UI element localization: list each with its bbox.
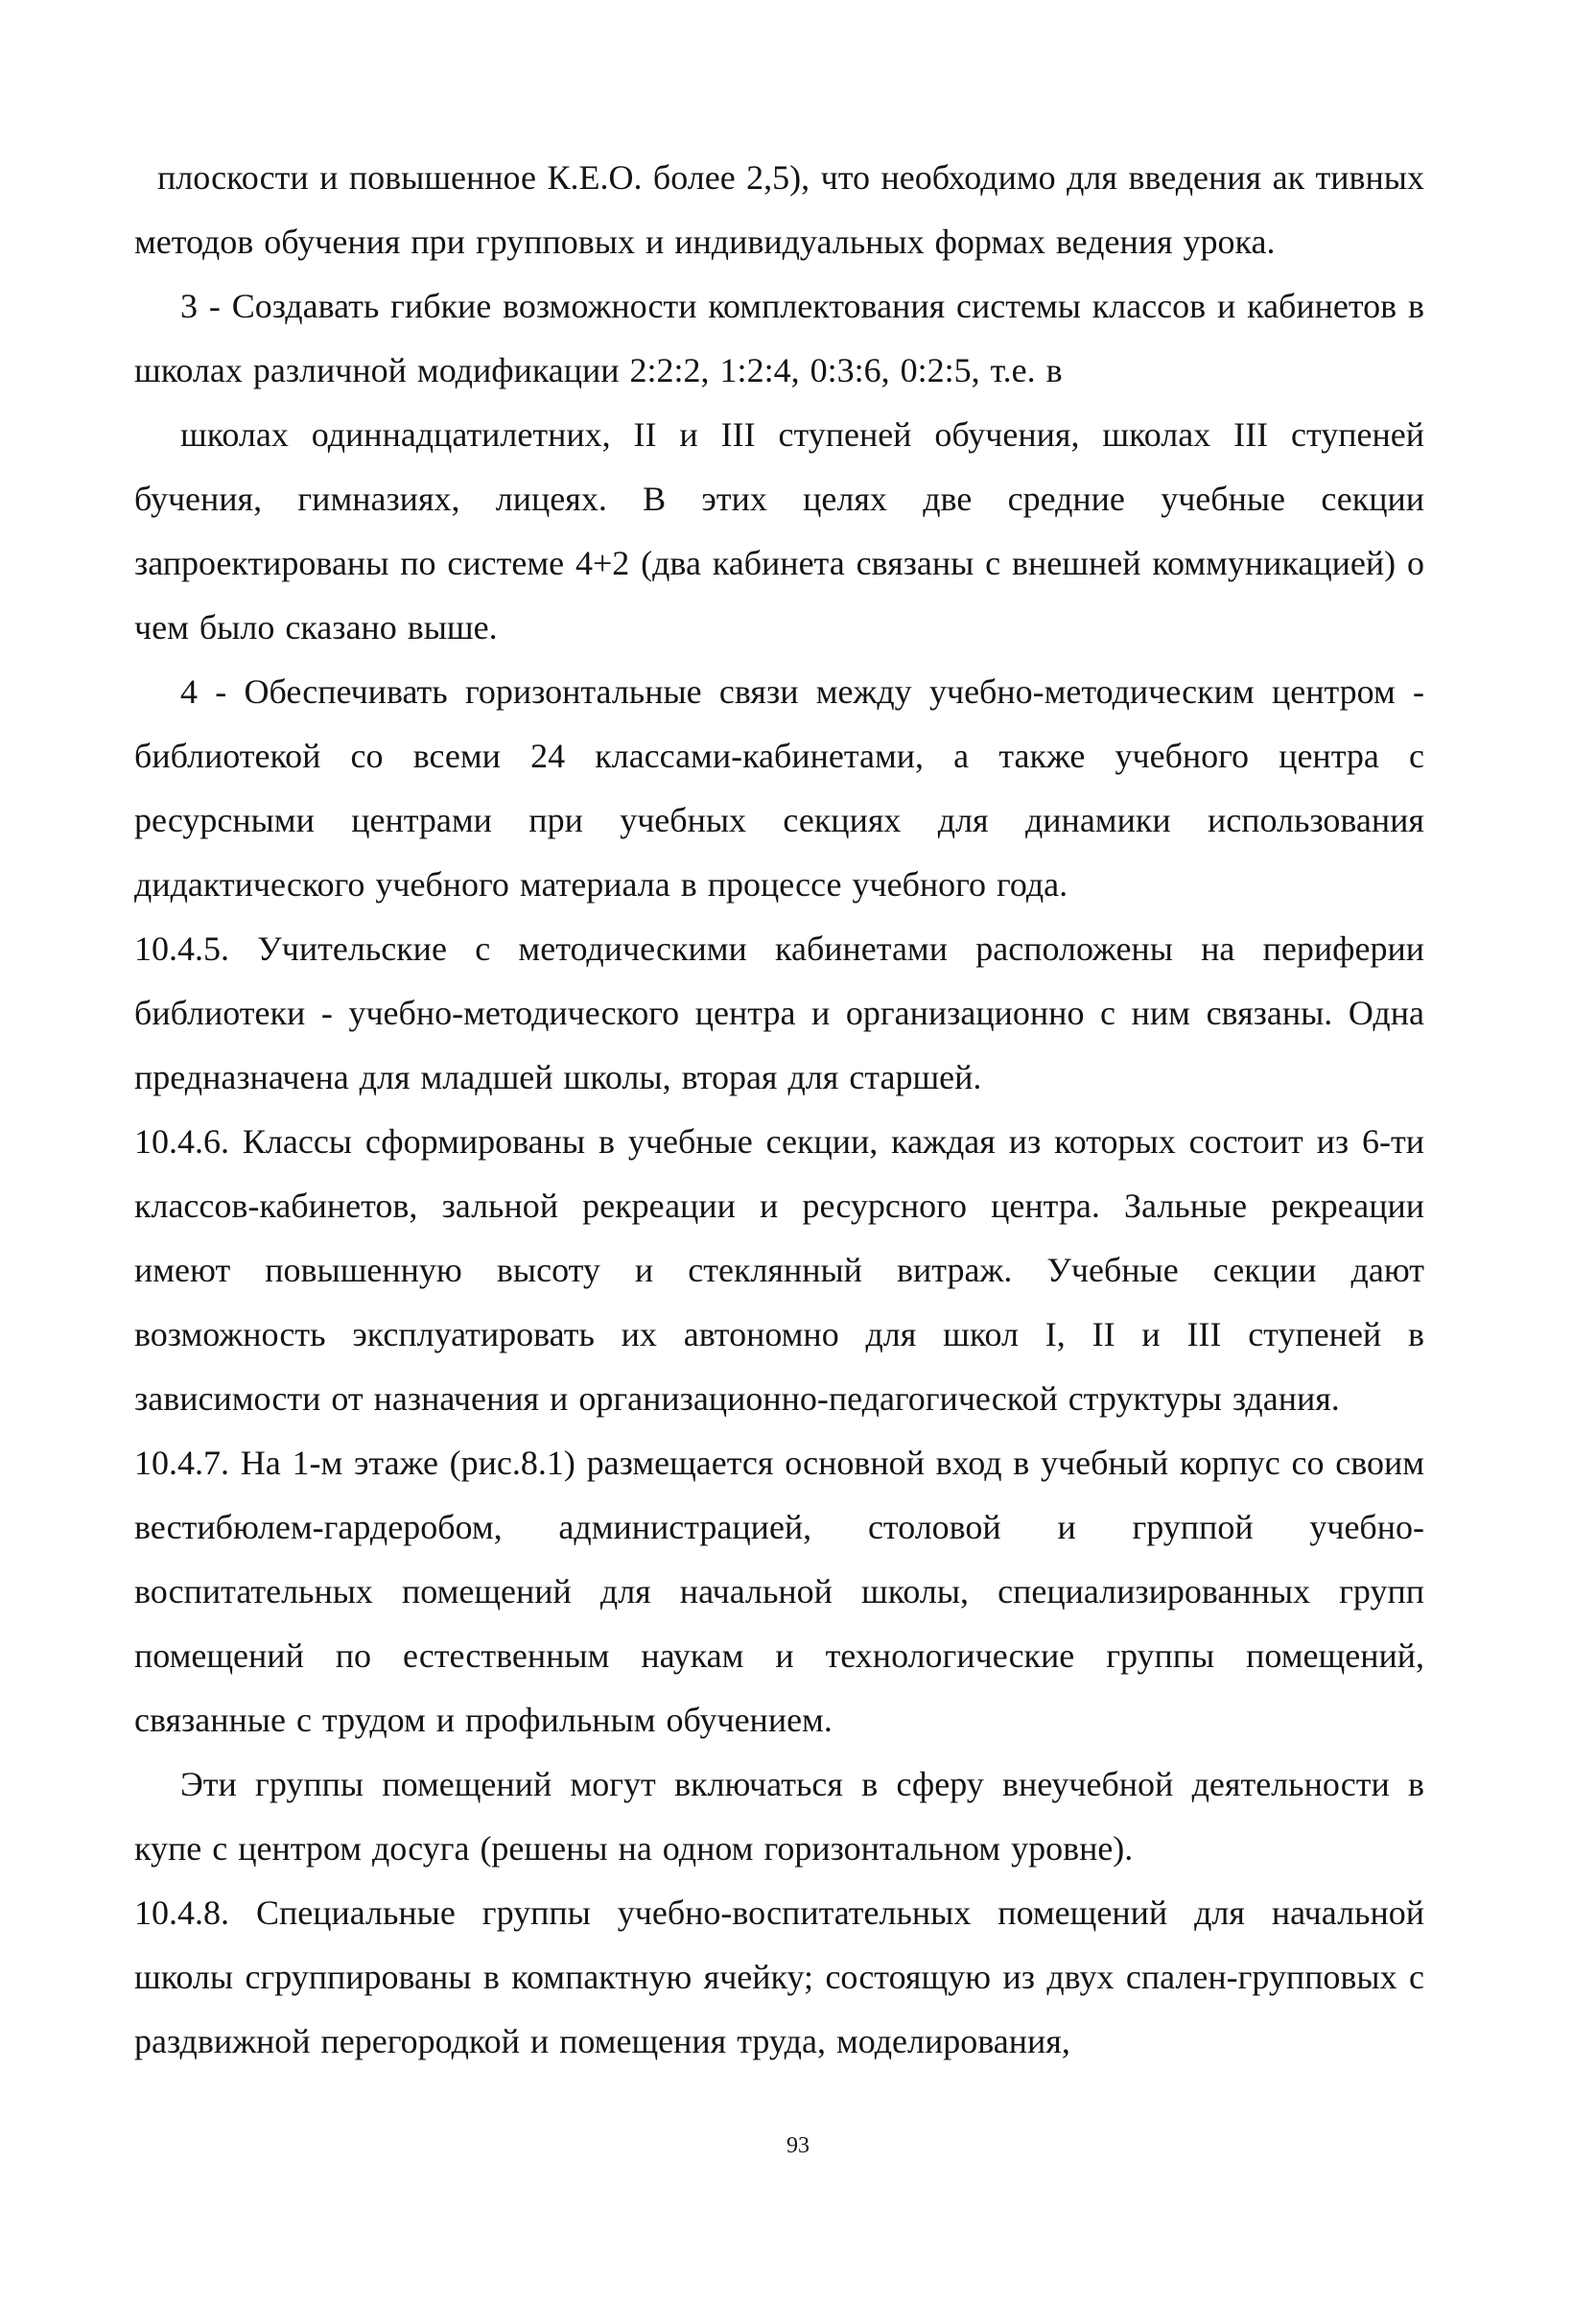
paragraph-9: 10.4.8. Специальные группы учебно-воспитательных помещений для начальной школы сгруппированы в компактную ячейку; состоящую из двух спален-групповых с раздвижной перегородкой и помещения труда, моделирования, bbox=[134, 1893, 1424, 2060]
paragraph-5: 10.4.5. Учительские с методическими кабинетами расположены на периферии библиотеки - учебно-методического центра и организационно с ним связаны. Одна предназначена для младшей школы, вторая для старшей. bbox=[134, 929, 1424, 1096]
paragraph-8: Эти группы помещений могут включаться в сферу внеучебной деятельности в купе с центром досуга (решены на одном горизонтальном уровне). bbox=[134, 1765, 1424, 1868]
paragraph-2: 3 - Создавать гибкие возможности комплектования системы классов и кабинетов в школах различной модификации 2:2:2, 1:2:4, 0:3:6, 0:2:5, т.е. в bbox=[134, 287, 1424, 389]
paragraph-1: плоскости и повышенное К.Е.О. более 2,5), что необходимо для введения ак тивных методов обучения при групповых и индивидуальных формах ведения урока. bbox=[134, 158, 1424, 261]
paragraph-7: 10.4.7. На 1-м этаже (рис.8.1) размещается основной вход в учебный корпус со своим вестибюлем-гардеробом, администрацией, столовой и группой учебно-воспитательных помещений для начальной школы, специализированных групп помещений по естественным наукам и технологические группы помещений, связанные с трудом и профильным обучением. bbox=[134, 1444, 1424, 1739]
paragraph-3: школах одиннадцатилетних, II и III ступеней обучения, школах III ступеней бучения, гимназиях, лицеях. В этих целях две средние учебные секции запроектированы по системе 4+2 (два кабинета связаны с внешней коммуникацией) о чем было сказано выше. bbox=[134, 415, 1424, 647]
paragraph-4: 4 - Обеспечивать горизонтальные связи между учебно-методическим центром - библиотекой со всеми 24 классами-кабинетами, а также учебного центра с ресурсными центрами при учебных секциях для динамики использования дидактического учебного материала в процессе учебного года. bbox=[134, 672, 1424, 904]
page-number: 93 bbox=[786, 2133, 810, 2158]
paragraph-6: 10.4.6. Классы сформированы в учебные секции, каждая из которых состоит из 6-ти классов-кабинетов, зальной рекреации и ресурсного центра. Зальные рекреации имеют повышенную высоту и стеклянный витраж. Учебные секции дают возможность эксплуатировать их автономно для школ I, II и III ступеней в зависимости от назначения и организационно-педагогической структуры здания. bbox=[134, 1122, 1424, 1418]
body-text bbox=[134, 146, 1424, 2074]
